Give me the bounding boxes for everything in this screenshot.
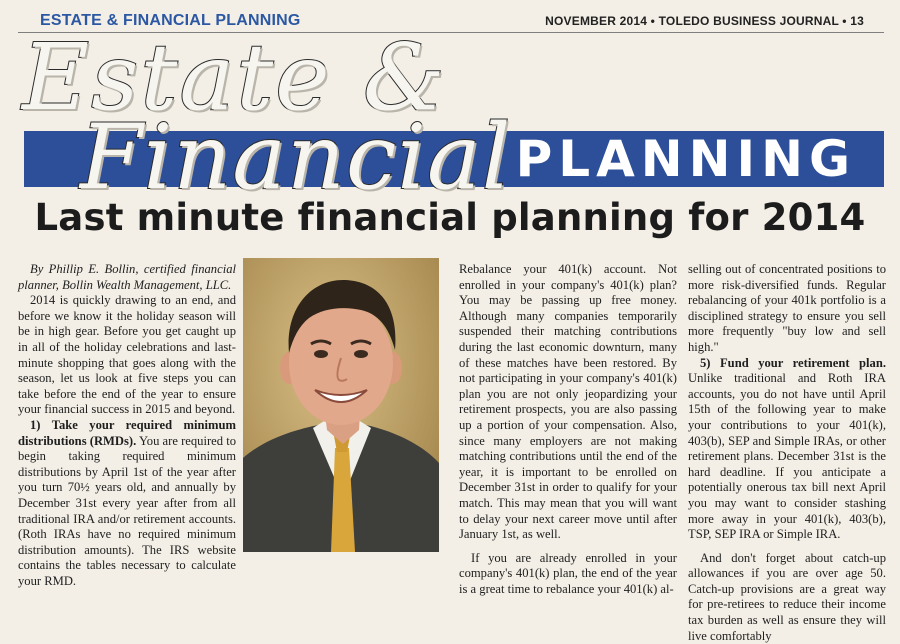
author-portrait-icon: [243, 258, 439, 552]
paragraph: If you are already enrolled in your company's 401(k) plan, the end of the year is a great time to rebalance your 401(k) al-: [459, 550, 677, 596]
masthead-script-line-2: Financial: [80, 105, 512, 210]
masthead-block-word: PLANNING: [515, 130, 856, 188]
article-column-4: [688, 262, 886, 643]
paragraph: selling out of concentrated positions to more risk-diversified funds. Regular rebalancing of your 401k portfolio is a disciplined strategy to ensure you sell more frequently "buy low and sell high.": [688, 262, 886, 354]
paragraph: 2014 is quickly drawing to an end, and before we know it the holiday season will be in high gear. Before you get caught up in all of the holiday celebrations and last-minute shopping that goes along with the season, let us look at five steps you can take before the end of the year to ensure your financial success in 2015 and beyond.: [18, 293, 236, 417]
paragraph-text: You are required to begin taking required minimum distributions by April 1st of the year after you turn 70½ years old, and annually by December 31st every year after from all traditional IRA and/or retirement accounts. (Roth IRAs have no required minimum distribution amounts). The IRS website contains the tables necessary to calculate your RMD.: [18, 433, 236, 588]
article-headline: Last minute financial planning for 2014: [34, 196, 866, 239]
step-heading: 1) Take your required minimum distributions (RMDs).: [18, 417, 236, 448]
section-title: ESTATE & FINANCIAL PLANNING: [40, 12, 301, 29]
paragraph-text: Unlike traditional and Roth IRA accounts, you do not have until April 15th of the following year to make your contributions to your 401(k), 403(b), SEP and Simple IRAs, or other retirement plans. December 31st is the hard deadline. If you anticipate a potentially onerous tax bill next April you may want to consider stashing more away in your 401(k), 403(b), TSP, SEP IRA or Simple IRA.: [688, 371, 886, 542]
issue-line: NOVEMBER 2014 • TOLEDO BUSINESS JOURNAL • 13: [545, 14, 864, 28]
article-column-1: [18, 262, 236, 588]
author-photo: [243, 258, 439, 552]
paragraph: And don't forget about catch-up allowances if you are over age 50. Catch-up provisions are a great way for pre-retirees to reduce their income tax burden as well as ensure they will live comfortably: [688, 550, 886, 643]
byline: By Phillip E. Bollin, certified financial planner, Bollin Wealth Management, LLC.: [18, 262, 236, 292]
masthead-script-line-1: Estate &: [22, 24, 447, 131]
step-heading: 5) Fund your retirement plan.: [700, 355, 886, 370]
article-column-3: [459, 262, 677, 596]
paragraph: Rebalance your 401(k) account. Not enrolled in your company's 401(k) plan? You may be passing up free money. Although many companies temporarily suspended their matching contributions during the last economic downturn, many of these matches have been restored. By not participating in your company's 401(k) plan you are not only jeopardizing your retirement prospects, you are also passing up a portion of your compensation. Also, since many employers are not making matching contributions until the end of the year, it is important to be enrolled on December 31st in order to qualify for your match. This may mean that you will want to delay your next career move until after January 1st, as well.: [459, 262, 677, 542]
